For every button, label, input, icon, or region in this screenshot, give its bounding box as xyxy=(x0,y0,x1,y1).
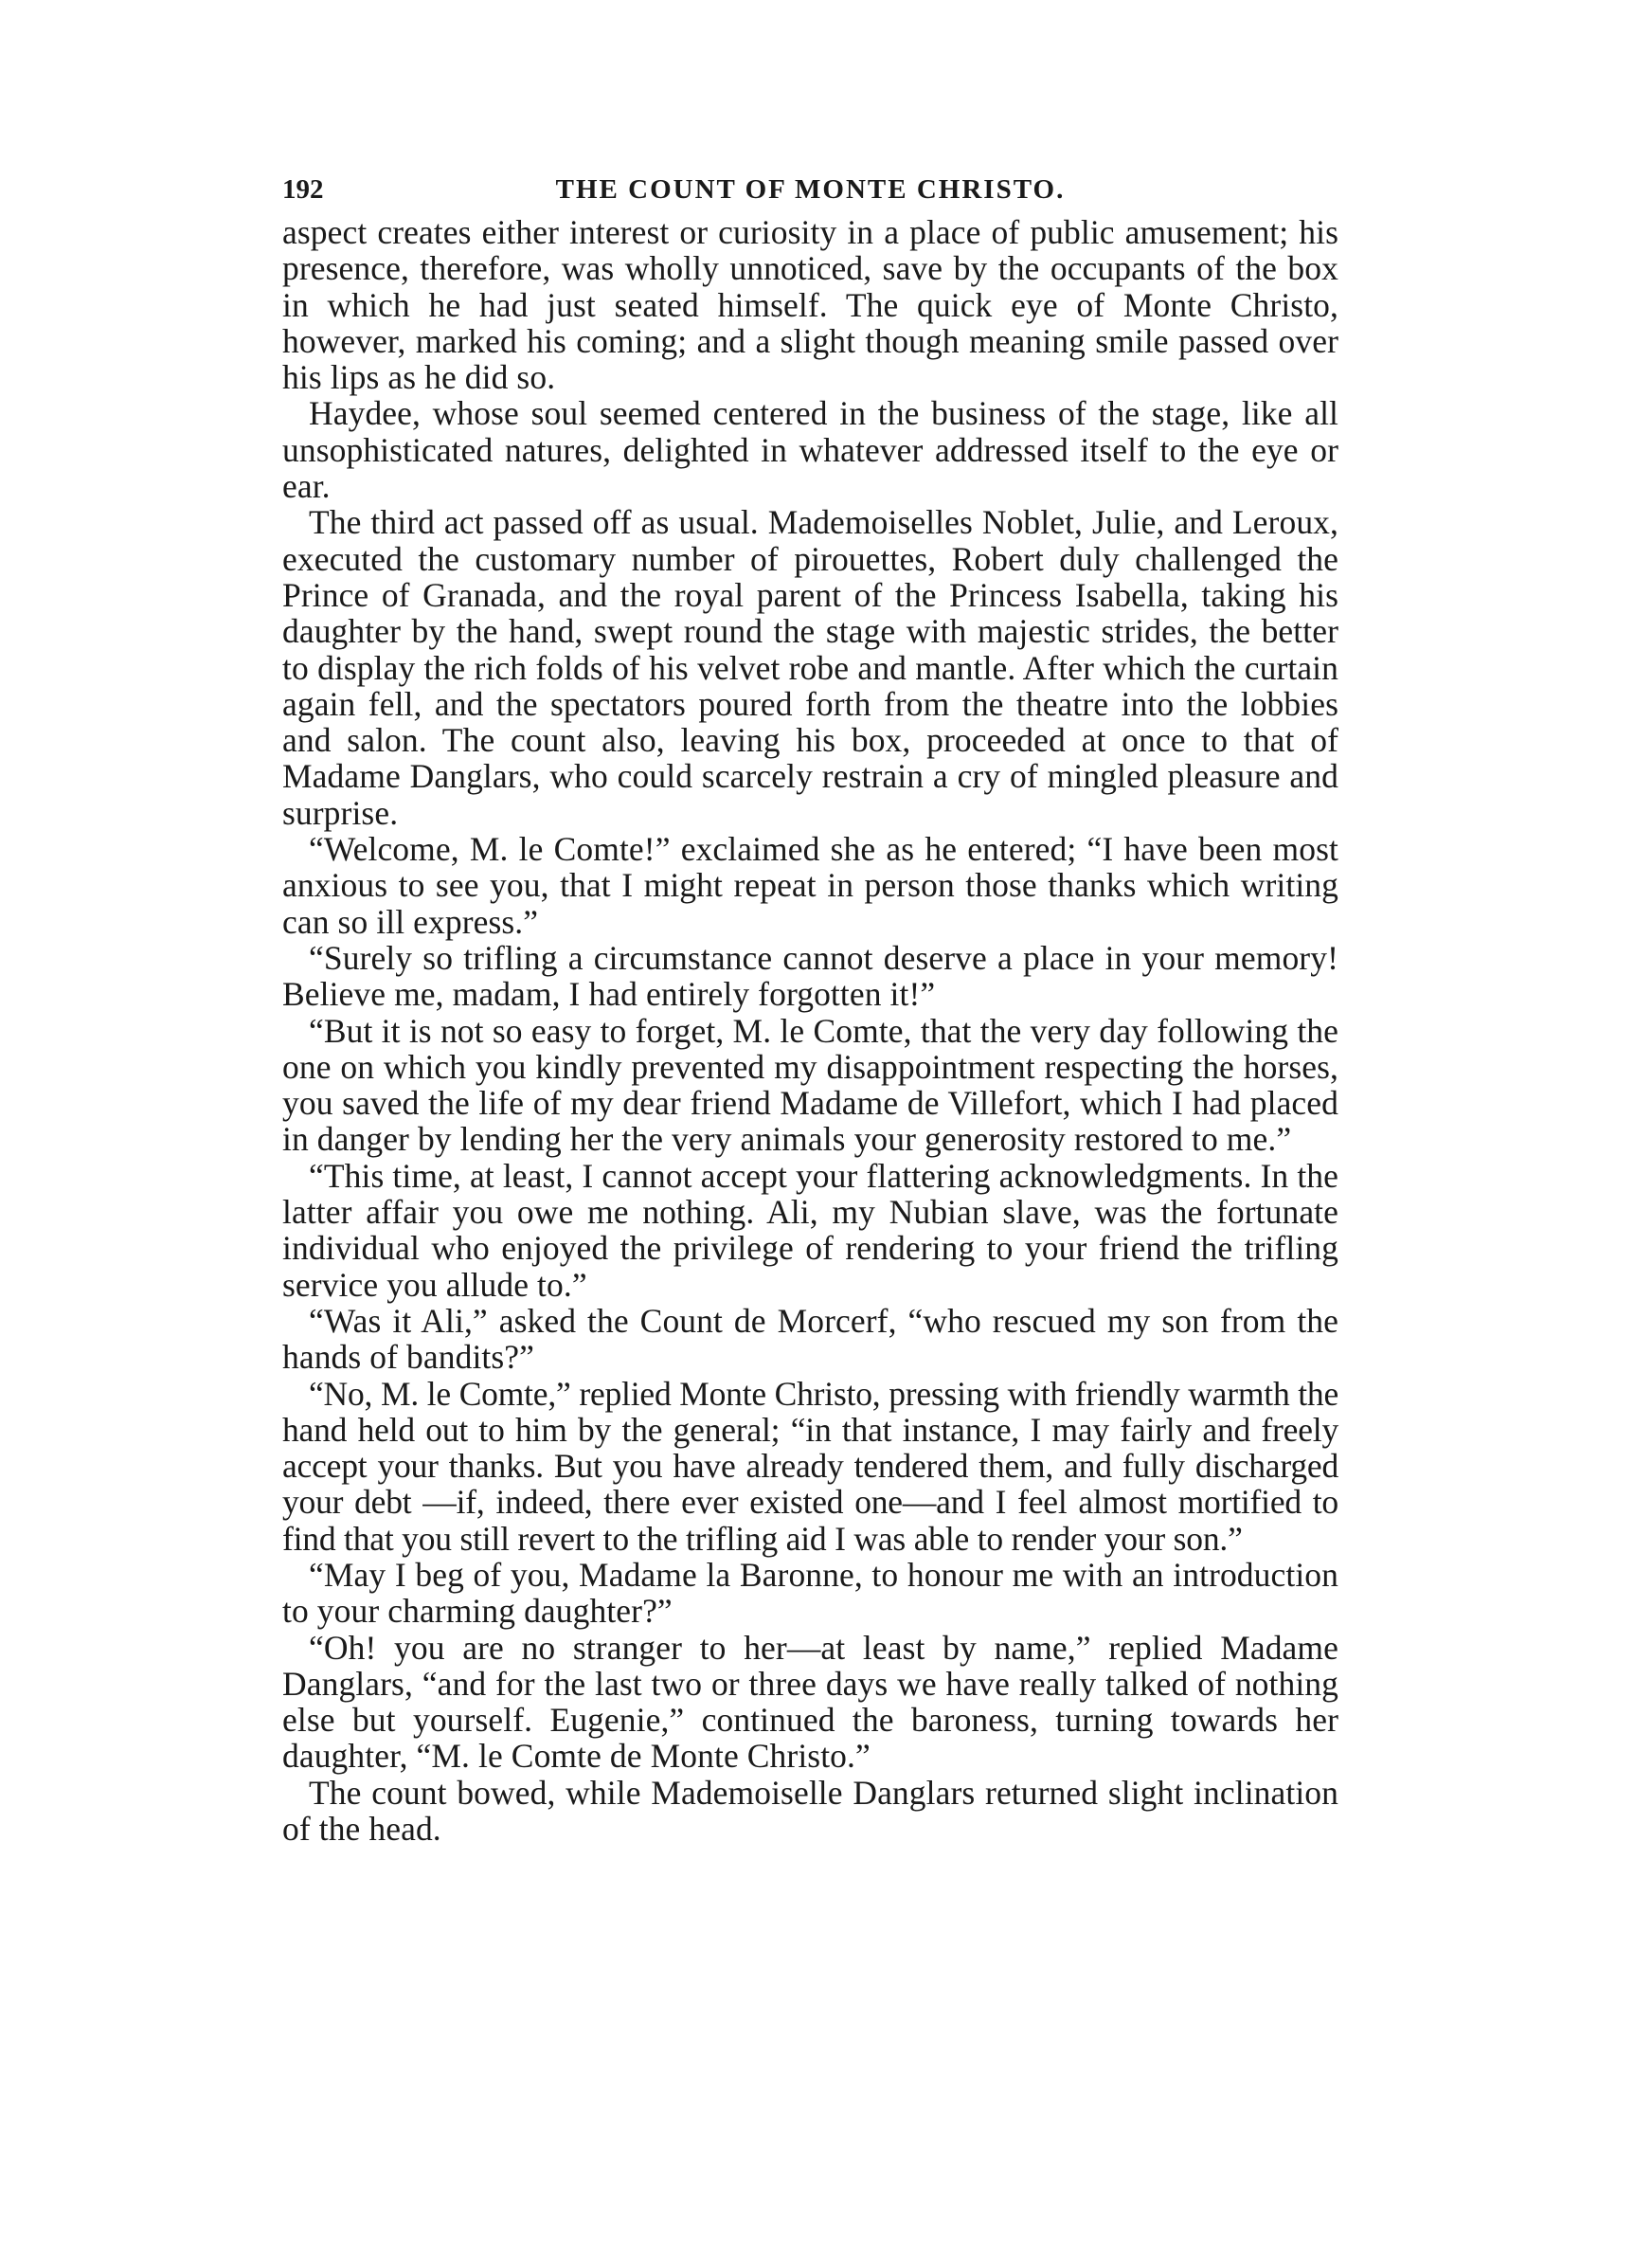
page-number: 192 xyxy=(282,174,324,205)
paragraph-haydee: Haydee, whose soul seemed centered in the business of the stage, like all unsophisticated natures, delighted in whatever addressed itself to the eye or ear. xyxy=(282,394,1338,506)
book-title: THE COUNT OF MONTE CHRISTO. xyxy=(555,174,1066,205)
paragraph-third-act: The third act passed off as usual. Mademoiselles Noblet, Julie, and Leroux, executed the customary number of pirouettes, Robert duly challenged the Prince of Granada, and the royal parent of the Princess Isabella, taking his daughter by the hand, swept round the stage with majestic strides, the better to display the rich folds of his velvet robe and mantle. After which the curtain again fell, and the spectators poured forth from the theatre into the lobbies and salon. The count also, leaving his box, proceeded at once to that of Madame Danglars, who could scarcely restrain a cry of mingled pleasure and surprise. xyxy=(282,503,1338,832)
paragraph-count-bowed: The count bowed, while Mademoiselle Danglars returned slight inclination of the head. xyxy=(282,1773,1338,1849)
paragraph-may-i-beg: “May I beg of you, Madame la Baronne, to honour me with an introduction to your charming daughter?” xyxy=(282,1555,1338,1631)
paragraph-welcome: “Welcome, M. le Comte!” exclaimed she as he entered; “I have been most anxious to see you, that I might repeat in person those thanks which writing can so ill express.” xyxy=(282,830,1338,941)
paragraph-surely: “Surely so trifling a circumstance cannot deserve a place in your memory! Believe me, madam, I had entirely forgotten it!” xyxy=(282,938,1338,1014)
body-text xyxy=(282,214,1338,1847)
paragraph-no-comte: “No, M. le Comte,” replied Monte Christo, pressing with friendly warmth the hand held out to him by the general; “in that instance, I may fairly and freely accept your thanks. But you have already tendered them, and fully discharged your debt —if, indeed, there ever existed one—and I feel almost mortified to find that you still revert to the trifling aid I was able to render your son.” xyxy=(282,1374,1338,1558)
running-head xyxy=(282,169,1338,210)
paragraph-aspect: aspect creates either interest or curiosity in a place of public amusement; his presence, therefore, was wholly unnoticed, save by the occupants of the box in which he had just seated himself. The quick eye of Monte Christo, however, marked his coming; and a slight though meaning smile passed over his lips as he did so. xyxy=(282,213,1338,397)
paragraph-not-so-easy: “But it is not so easy to forget, M. le Comte, that the very day following the one on which you kindly prevented my disappointment respecting the horses, you saved the life of my dear friend Madame de Villefort, which I had placed in danger by lending her the very animals your generosity restored to me.” xyxy=(282,1011,1338,1159)
paragraph-this-time: “This time, at least, I cannot accept your flattering acknowledgments. In the latter affair you owe me nothing. Ali, my Nubian slave, was the fortunate individual who enjoyed the privilege of rendering to your friend the trifling service you allude to.” xyxy=(282,1156,1338,1304)
paragraph-was-it-ali: “Was it Ali,” asked the Count de Morcerf, “who rescued my son from the hands of bandits?” xyxy=(282,1301,1338,1377)
book-page xyxy=(282,169,1338,1847)
paragraph-oh-no-stranger: “Oh! you are no stranger to her—at least by name,” replied Madame Danglars, “and for the last two or three days we have really talked of nothing else but yourself. Eugenie,” continued the baroness, turning towards her daughter, “M. le Comte de Monte Christo.” xyxy=(282,1628,1338,1776)
